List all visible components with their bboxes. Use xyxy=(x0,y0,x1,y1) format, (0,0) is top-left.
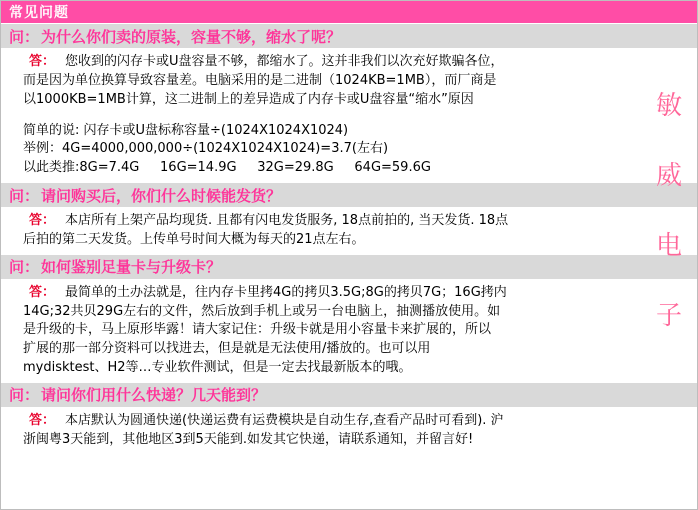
answer-line: 最简单的土办法就是，往内存卡里拷4G的拷贝3.5G;8G的拷贝7G；16G拷内 xyxy=(65,284,507,300)
watermark-char-3: 电 xyxy=(655,231,682,261)
question-bar-2 xyxy=(1,182,697,208)
answer-line: 本店默认为圆通快递(快递运费有运费模块是自动生存,查看产品时可看到). 沪 xyxy=(65,412,504,428)
question-text-2: 请问购买后，你们什么时候能发货？ xyxy=(41,186,282,205)
question-text-1: 为什么你们卖的原装，容量不够，缩水了呢？ xyxy=(41,27,342,46)
answer-line: 14G;32共贝29G左右的文件，然后放到手机上或另一台电脑上，抽测播放使用。如 xyxy=(23,303,501,319)
answer-body-1 xyxy=(23,53,687,178)
watermark-char-4: 子 xyxy=(655,301,682,331)
watermark-char-1: 敏 xyxy=(655,91,682,121)
question-text-4: 请问你们用什么快递？几天能到？ xyxy=(41,386,267,405)
answer-line: 本店所有上架产品均现货. 且都有闪电发货服务, 18点前拍的, 当天发货. 18点 xyxy=(65,213,509,229)
answer-block-3 xyxy=(1,280,697,382)
page-title: 常见问题 xyxy=(9,5,69,21)
page-header xyxy=(1,1,697,23)
question-bar-4 xyxy=(1,382,697,408)
answer-line: 是升级的卡，马上原形毕露！请大家记住：升级卡就是用小容量卡来扩展的，所以 xyxy=(23,322,492,338)
answer-body-2 xyxy=(23,212,687,250)
answer-extra-line: 举例：4G=4000,000,000÷(1024X1024X1024)=3.7(左右) xyxy=(23,141,389,157)
question-prefix-1: 问： xyxy=(9,27,40,46)
answer-body-4 xyxy=(23,412,687,450)
answer-extra-line: 简单的说: 闪存卡或U盘标称容量÷(1024X1024X1024) xyxy=(23,122,349,138)
answer-line: 以1000KB=1MB计算，这二进制上的差异造成了内存卡或U盘容量“缩水”原因 xyxy=(23,91,474,107)
answer-line: 扩展的那一部分资料可以找进去，但是就是无法使用/播放的。也可以用 xyxy=(23,341,431,357)
question-prefix-4: 问： xyxy=(9,386,40,405)
watermark-char-2: 威 xyxy=(655,161,682,191)
answer-prefix-1: 答： xyxy=(29,54,56,69)
answer-block-1 xyxy=(1,49,697,182)
answer-line: 您收到的闪存卡或U盘容量不够，都缩水了。这并非我们以次充好欺骗各位， xyxy=(65,54,504,69)
answer-body-3 xyxy=(23,284,687,378)
answer-line: 而是因为单位换算导致容量差。电脑采用的是二进制（1024KB=1MB），而厂商是 xyxy=(23,72,497,88)
answer-line: 后拍的第二天发货。上传单号时间大概为每天的21点左右。 xyxy=(23,231,365,247)
answer-prefix-2: 答： xyxy=(29,213,56,229)
question-prefix-2: 问： xyxy=(9,186,40,205)
answer-line: mydisktest、H2等…专业软件测试，但是一定去找最新版本的哦。 xyxy=(23,360,412,376)
answer-block-4 xyxy=(1,408,697,454)
question-bar-3 xyxy=(1,254,697,280)
answer-extra-line: 以此类推:8G=7.4G 16G=14.9G 32G=29.8G 64G=59.6G xyxy=(23,160,431,176)
question-text-3: 如何鉴别足量卡与升级卡？ xyxy=(41,258,222,277)
answer-block-2 xyxy=(1,208,697,254)
answer-prefix-4: 答： xyxy=(29,412,56,428)
question-prefix-3: 问： xyxy=(9,258,40,277)
answer-prefix-3: 答： xyxy=(29,284,56,300)
answer-line: 浙闽粤3天能到，其他地区3到5天能到.如发其它快递，请联系通知，并留言好! xyxy=(23,431,474,447)
question-bar-1 xyxy=(1,23,697,49)
spacer xyxy=(23,110,687,122)
